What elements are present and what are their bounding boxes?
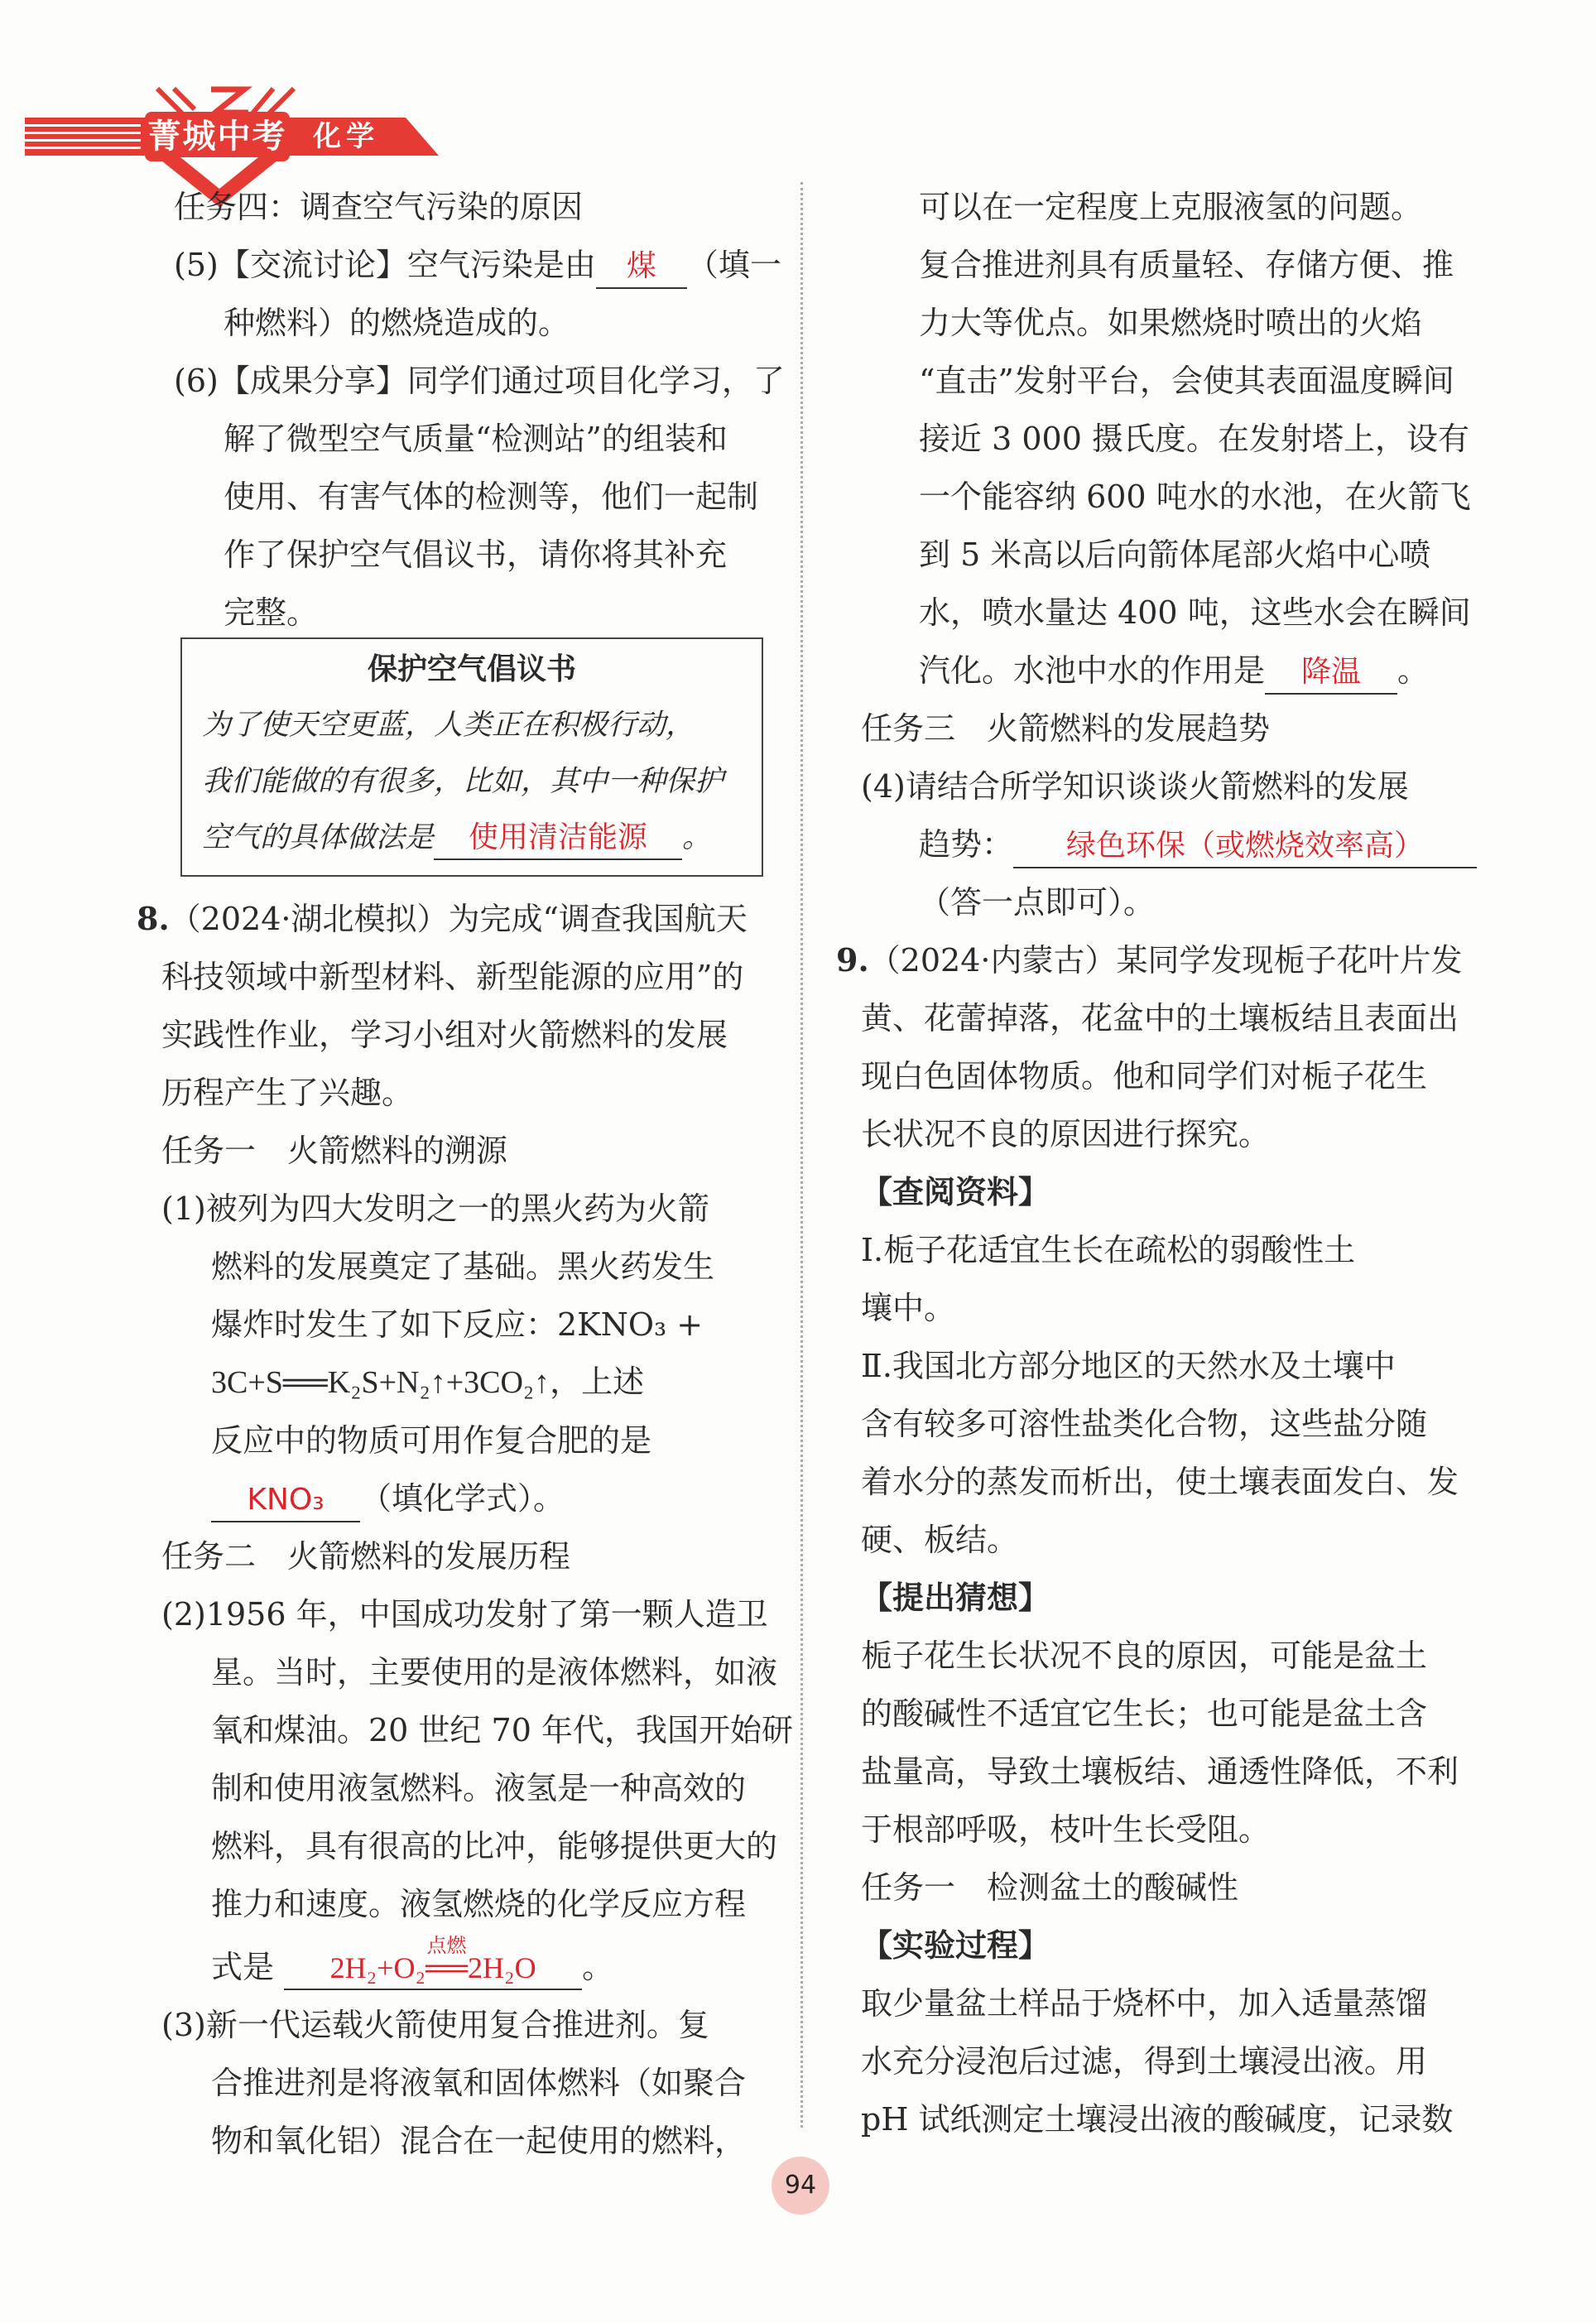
q9-exp-title: 【实验过程】	[861, 1926, 1050, 1964]
q9-task1: 任务一 检测盆土的酸碱性	[861, 1869, 1239, 1906]
task3-title: 任务三 火箭燃料的发展趋势	[861, 710, 1271, 747]
eq-products: 2H₂O	[468, 1951, 536, 1984]
p3-cont-line: 复合推进剂具有质量轻、存储方便、推	[919, 247, 1454, 283]
q8-text: （2024·湖北模拟）为完成“调查我国航天	[169, 901, 748, 937]
q8-p1-answer-line	[161, 1469, 782, 1527]
q9-line: 长状况不良的原因进行探究。	[861, 1116, 1271, 1152]
p3-cont-line: 水，喷水量达 400 吨，这些水会在瞬间	[919, 594, 1471, 631]
p4-answer: 绿色环保（或燃烧效率高）	[1013, 825, 1477, 868]
column-divider	[800, 182, 803, 2128]
p3-question-text: 汽化。水池中水的作用是	[919, 652, 1266, 689]
p3-cont-line: “直击”发射平台，会使其表面温度瞬间	[919, 363, 1454, 399]
q8-p1-line: (1)被列为四大发明之一的黑火药为火箭	[161, 1190, 709, 1227]
p3-cont-line: 到 5 米高以后向箭体尾部火焰中心喷	[919, 536, 1431, 573]
proposal-line: 我们能做的有很多，比如，其中一种保护	[202, 765, 724, 798]
q8-p1-post: （填化学式）。	[360, 1480, 565, 1517]
proposal-line-answer	[182, 810, 762, 866]
proposal-line3-text: 空气的具体做法是	[202, 821, 435, 854]
q9-line: 黄、花蕾掉落，花盆中的土壤板结且表面出	[861, 1000, 1459, 1036]
q6-line: 完整。	[224, 594, 319, 631]
q9-hyp-line: 的酸碱性不适宜它生长；也可能是盆土含	[861, 1695, 1428, 1732]
q8-number: 8.	[137, 900, 170, 937]
brand-logo: 菁城中考	[145, 112, 290, 161]
p4-answer-line	[861, 815, 1473, 873]
q8-p1-answer: KNO₃	[211, 1479, 360, 1522]
q8-line: 实践性作业，学习小组对火箭燃料的发展	[161, 1017, 728, 1053]
task4-title: 任务四：调查空气污染的原因	[174, 189, 584, 225]
q9-exp-line: pH 试纸测定土壤浸出液的酸碱度，记录数	[861, 2101, 1454, 2138]
q8-p1-line: 反应中的物质可用作复合肥的是	[211, 1422, 652, 1459]
q8-task1: 任务一 火箭燃料的溯源	[161, 1133, 508, 1169]
q8-p2-line: 氧和煤油。20 世纪 70 年代，我国开始研	[211, 1712, 793, 1748]
right-column	[836, 178, 1473, 2148]
q9-hyp-title: 【提出猜想】	[861, 1579, 1050, 1616]
page-number: 94	[772, 2157, 829, 2215]
q9-hyp-line: 盐量高，导致土壤板结、通透性降低，不利	[861, 1753, 1459, 1790]
q8-p1-equation: 3C+S══K₂S+N₂↑+3CO₂↑，上述	[211, 1365, 645, 1400]
subject-label: 化学	[313, 120, 379, 153]
q8-p3-line: 物和氧化铝）混合在一起使用的燃料，	[211, 2123, 747, 2159]
q8-p2-answer	[284, 1936, 582, 1990]
q8-line: 历程产生了兴趣。	[161, 1075, 414, 1111]
p3-cont-line: 一个能容纳 600 吨水的水池，在火箭飞	[919, 479, 1471, 515]
q8-p2-eq-post: 。	[582, 1949, 614, 1985]
proposal-answer: 使用清洁能源	[434, 817, 682, 860]
p3-cont-line: 接近 3 000 摄氏度。在发射塔上，设有	[919, 421, 1469, 457]
header-stripes	[25, 119, 141, 154]
q9-ref-line: 含有较多可溶性盐类化合物，这些盐分随	[861, 1406, 1428, 1442]
q8-p2-line: 制和使用液氢燃料。液氢是一种高效的	[211, 1770, 747, 1806]
q8-p2-line: 星。当时，主要使用的是液体燃料，如液	[211, 1654, 778, 1691]
p4-line: (4)请结合所学知识谈谈火箭燃料的发展	[861, 768, 1409, 805]
q8-line	[137, 890, 782, 948]
p3-cont-line: 力大等优点。如果燃烧时喷出的火焰	[919, 305, 1423, 341]
q5-line1	[161, 236, 782, 294]
p4-label: 趋势：	[919, 826, 1014, 863]
q9-hyp-line: 于根部呼吸，枝叶生长受阻。	[861, 1811, 1271, 1848]
q5-answer: 煤	[596, 246, 687, 289]
q6-line: 解了微型空气质量“检测站”的组装和	[224, 421, 728, 457]
eq-reactants: 2H₂+O₂	[329, 1951, 426, 1984]
q8-p2-equation-line	[161, 1938, 782, 1996]
p3-question-line	[861, 642, 1473, 700]
eq-arrow: ══ 点燃	[425, 1947, 468, 1989]
q9-ref-line: Ⅰ.栀子花适宜生长在疏松的弱酸性土	[861, 1232, 1356, 1268]
proposal-title: 保护空气倡议书	[367, 652, 576, 686]
q9-ref-line: Ⅱ.我国北方部分地区的天然水及土壤中	[861, 1348, 1396, 1384]
q8-p3-line: (3)新一代运载火箭使用复合推进剂。复	[161, 2007, 709, 2043]
q9-line	[836, 931, 1473, 989]
q8-p2-line: 推力和速度。液氢燃烧的化学反应方程	[211, 1886, 747, 1922]
q5-text: (5)【交流讨论】空气污染是由	[174, 247, 596, 283]
q9-exp-line: 取少量盆土样品于烧杯中，加入适量蒸馏	[861, 1985, 1428, 2022]
q8-p2-line: (2)1956 年，中国成功发射了第一颗人造卫	[161, 1596, 768, 1633]
q8-p2-line: 燃料，具有很高的比冲，能够提供更大的	[211, 1828, 778, 1864]
q9-text: （2024·内蒙古）某同学发现栀子花叶片发	[868, 942, 1463, 979]
q8-line: 科技领域中新型材料、新型能源的应用”的	[161, 959, 744, 995]
q9-ref-line: 着水分的蒸发而析出，使土壤表面发白、发	[861, 1464, 1459, 1500]
q9-exp-line: 水充分浸泡后过滤，得到土壤浸出液。用	[861, 2043, 1428, 2080]
header-banner	[0, 33, 464, 174]
q8-p1-line: 燃料的发展奠定了基础。黑火药发生	[211, 1248, 715, 1285]
left-column	[161, 178, 785, 642]
q9-line: 现白色固体物质。他和同学们对栀子花生	[861, 1058, 1428, 1094]
q5-line2: 种燃料）的燃烧造成的。	[224, 305, 570, 341]
p3-answer: 降温	[1265, 652, 1397, 695]
p3-cont-line: 可以在一定程度上克服液氢的问题。	[919, 189, 1423, 225]
q6-line: 使用、有害气体的检测等，他们一起制	[224, 479, 759, 515]
q9-ref-line: 壤中。	[861, 1290, 956, 1326]
q9-ref-title: 【查阅资料】	[861, 1173, 1050, 1210]
p3-question-post: 。	[1397, 652, 1430, 689]
proposal-line3-post: 。	[682, 821, 712, 854]
q8-p2-eq-label: 式是	[211, 1949, 275, 1985]
q8-p1-line: 爆炸时发生了如下反应：2KNO₃ +	[211, 1306, 704, 1343]
eq-condition: 点燃	[426, 1936, 467, 1957]
q9-number: 9.	[836, 941, 869, 979]
proposal-box	[180, 637, 763, 877]
q9-ref-line: 硬、板结。	[861, 1522, 1019, 1558]
q8-task2: 任务二 火箭燃料的发展历程	[161, 1538, 571, 1575]
proposal-line: 为了使天空更蓝，人类正在积极行动，	[202, 709, 695, 742]
q9-hyp-line: 栀子花生长状况不良的原因，可能是盆土	[861, 1638, 1428, 1674]
q5-post: （填一	[686, 247, 781, 283]
p4-post: （答一点即可）。	[919, 884, 1156, 921]
q6-line: 作了保护空气倡议书，请你将其补充	[224, 536, 728, 573]
q6-line: (6)【成果分享】同学们通过项目化学习，了	[174, 363, 785, 399]
q8-p3-line: 合推进剂是将液氧和固体燃料（如聚合	[211, 2065, 747, 2101]
left-column-q8	[137, 890, 793, 2170]
